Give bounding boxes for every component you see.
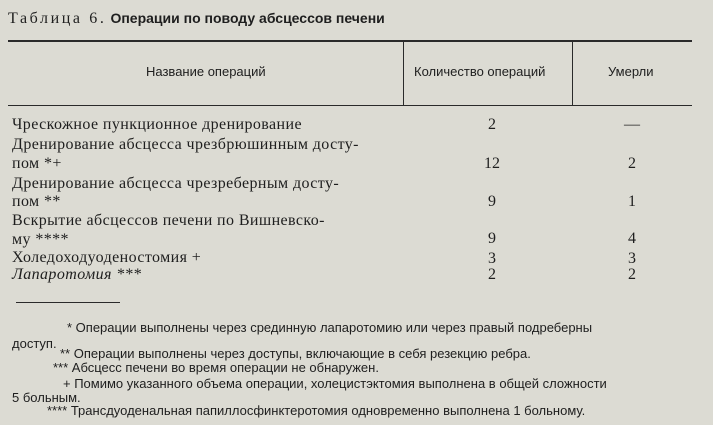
table-label: Таблица 6. — [8, 10, 107, 27]
row-1-name: Чрескожное пункционное дренирование — [12, 116, 302, 133]
footnote-1-line2: доступ. — [12, 336, 57, 351]
row-3-count: 9 — [488, 193, 496, 210]
row-6-name: Лапаротомия *** — [12, 266, 142, 283]
header-top-rule — [8, 40, 692, 42]
footnote-5: **** Трансдуоденальная папиллосфинктеротомия одновременно выполнена 1 больному. — [47, 403, 586, 418]
row-4-count: 9 — [488, 230, 496, 247]
header-divider-1 — [403, 41, 404, 106]
row-6-count: 2 — [488, 266, 496, 283]
footnote-2: ** Операции выполнены через доступы, включающие в себя резекцию ребра. — [60, 346, 531, 361]
row-4-died: 4 — [628, 230, 636, 247]
table-caption — [8, 10, 385, 28]
row-2-name-line2: пом *+ — [12, 155, 62, 172]
row-3-name-line2: пом ** — [12, 193, 61, 210]
footnote-separator — [16, 302, 120, 303]
table-title: Операции по поводу абсцессов печени — [110, 10, 385, 26]
footnote-3: *** Абсцесс печени во время операции не обнаружен. — [53, 360, 379, 375]
footnote-4-line2: 5 больным. — [12, 390, 81, 405]
header-count: Количество операций — [414, 64, 546, 79]
row-1-died: — — [624, 116, 640, 133]
header-operation: Название операций — [146, 64, 266, 79]
header-bottom-rule — [8, 105, 692, 106]
footnote-1-line1: * Операции выполнены через срединную лапаротомию или через правый подреберны — [67, 320, 593, 335]
row-3-name-line1: Дренирование абсцесса чрезреберным досту- — [12, 175, 340, 192]
row-6-died: 2 — [628, 266, 636, 283]
row-3-died: 1 — [628, 193, 636, 210]
header-divider-2 — [572, 41, 573, 106]
row-4-name-line2: му **** — [12, 231, 69, 248]
row-5-count: 3 — [488, 250, 496, 267]
row-1-count: 2 — [488, 116, 496, 133]
row-2-name-line1: Дренирование абсцесса чрезбрюшинным досту- — [12, 136, 359, 153]
row-5-died: 3 — [628, 250, 636, 267]
row-2-died: 2 — [628, 155, 636, 172]
row-4-name-line1: Вскрытие абсцессов печени по Вишневско- — [12, 212, 325, 229]
header-died: Умерли — [608, 64, 654, 79]
row-5-name: Холедоходуоденостомия + — [12, 249, 202, 266]
footnote-4-line1: + Помимо указанного объема операции, холецистэктомия выполнена в общей сложности — [63, 376, 607, 391]
row-2-count: 12 — [484, 155, 500, 172]
